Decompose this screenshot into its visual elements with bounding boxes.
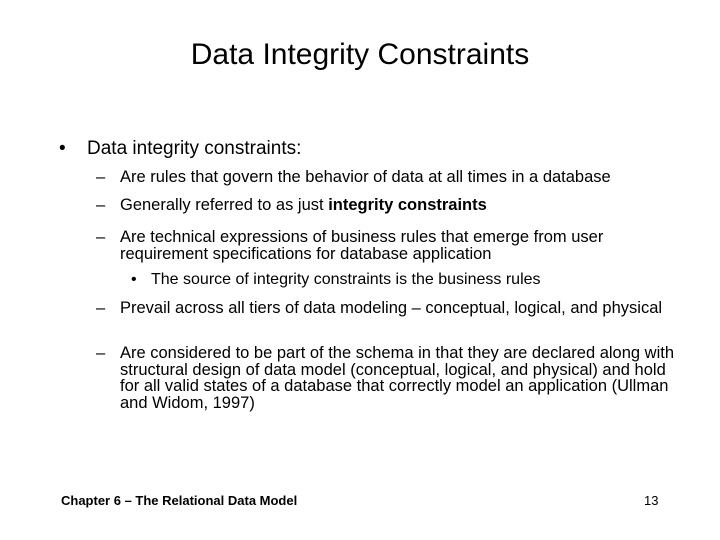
bullet-marker: • — [59, 138, 66, 159]
nested-bullet — [131, 271, 541, 289]
sub-item — [96, 229, 676, 262]
dash-marker: – — [96, 196, 106, 214]
dash-marker: – — [96, 228, 106, 246]
main-bullet — [59, 137, 301, 161]
sub-item — [96, 300, 676, 317]
nested-bullet-marker: • — [131, 271, 137, 288]
dash-marker: – — [96, 168, 106, 186]
dash-marker: – — [96, 299, 106, 317]
main-bullet-text: Data integrity constraints: — [87, 138, 302, 159]
sub-item — [96, 197, 676, 214]
sub-item-text — [120, 197, 676, 214]
sub-item — [96, 345, 676, 411]
sub-item-text: Are considered to be part of the schema in that they are declared along with structural design of data model (conceptual, logical, and physical) and hold for all valid states of a database that correctly model an application (Ullman and Widom, 1997) — [120, 344, 674, 412]
sub-item — [96, 169, 676, 186]
nested-bullet-text: The source of integrity constraints is the business rules — [151, 271, 541, 288]
sub-item-text-lead: Generally referred to as just — [120, 196, 324, 214]
sub-item-text: Are rules that govern the behavior of data at all times in a database — [120, 168, 611, 186]
slide-title: Data Integrity Constraints — [190, 38, 530, 71]
bold-term: integrity constraints — [328, 196, 487, 214]
dash-marker: – — [96, 344, 106, 362]
sub-item-text: Prevail across all tiers of data modeling – conceptual, logical, and physical — [120, 299, 663, 317]
sub-item-text: Are technical expressions of business rules that emerge from user requirement specifications for database application — [120, 228, 604, 263]
page-number: 13 — [644, 493, 659, 508]
footer-chapter: Chapter 6 – The Relational Data Model — [61, 493, 298, 508]
